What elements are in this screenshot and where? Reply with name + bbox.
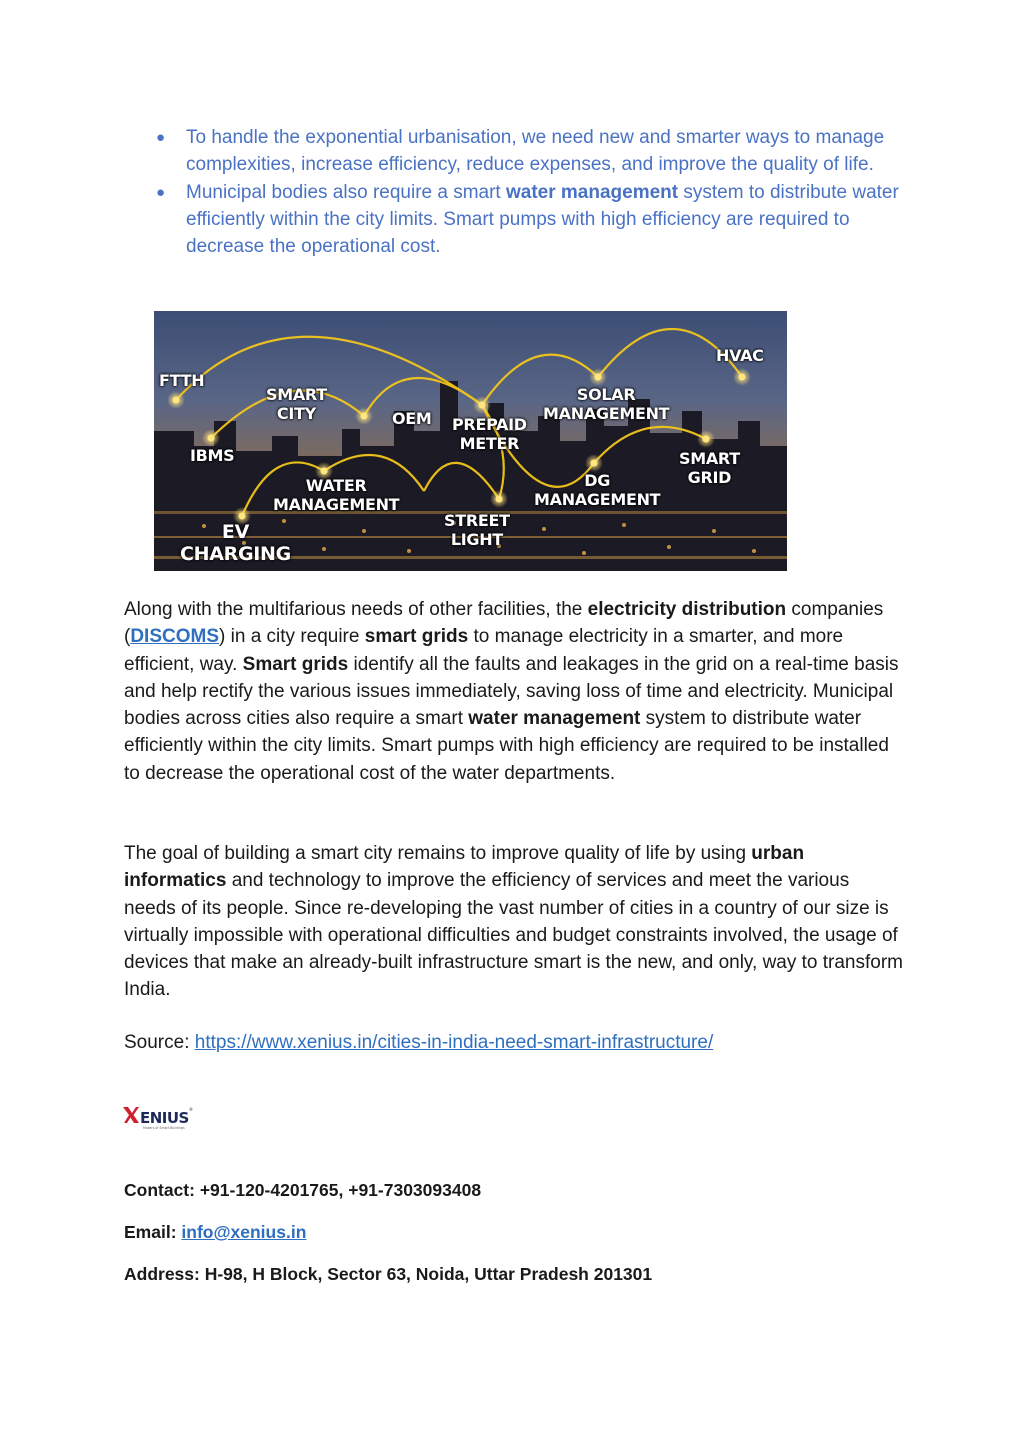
svg-text:®: ® — [189, 1107, 193, 1112]
address-label: Address: — [124, 1264, 205, 1284]
bullet-dot-icon: ● — [156, 183, 166, 201]
email-label: Email: — [124, 1222, 182, 1242]
label-water-management: WATER MANAGEMENT — [273, 476, 400, 514]
source-link[interactable]: https://www.xenius.in/cities-in-india-need-smart-infrastructure/ — [194, 1032, 714, 1053]
paragraph-goal — [124, 840, 904, 1004]
svg-text:ENIUS: ENIUS — [140, 1109, 189, 1127]
para1-text: ) in a city require — [219, 626, 365, 648]
xenius-logo-mark — [123, 1107, 193, 1130]
paragraph-discoms — [124, 596, 904, 787]
source-line — [124, 1029, 904, 1056]
label-hvac: HVAC — [716, 346, 764, 365]
email-link[interactable]: info@xenius.in — [181, 1222, 307, 1242]
bullet-text-bold: water management — [506, 181, 679, 203]
para1-bold: Smart grids — [242, 653, 349, 675]
label-prepaid-meter: PREPAID METER — [452, 415, 527, 453]
para2-text: and technology to improve the efficiency of services and meet the various needs of its people. Since re-developing the vast number of cities in a country of our size is virtually impossible with operational difficulties and budget constraints involved, the usage of devices that make an already-built infrastructure smart is the new, and only, way to transform India. — [124, 870, 903, 1001]
label-solar-management: SOLAR MANAGEMENT — [543, 385, 670, 423]
bullet-dot-icon: ● — [156, 129, 166, 146]
para1-text: companies ( — [124, 599, 884, 648]
logo-tagline: Makers of Smart Buildings — [143, 1126, 185, 1130]
label-dg-management: DG MANAGEMENT — [534, 471, 661, 509]
label-ev-charging: EV CHARGING — [180, 521, 291, 565]
para1-bold: water management — [468, 708, 641, 730]
para1-bold: electricity distribution — [587, 599, 787, 620]
label-ftth: FTTH — [159, 371, 205, 390]
contact-phones: +91-120-4201765, +91-7303093408 — [199, 1180, 482, 1200]
email-line — [124, 1222, 306, 1243]
para1-text: system to distribute water efficiently within the city limits. Smart pumps with high efficiency are required to be installed to decrease the operational cost of the water departments. — [124, 708, 889, 784]
bullet-text-post: system to distribute water efficiently within the city limits. Smart pumps with high efficiency are required to decrease the operational cost. — [186, 181, 899, 258]
contact-line — [124, 1180, 481, 1201]
bullet-item-2 — [150, 179, 910, 261]
source-label: Source: — [124, 1032, 195, 1053]
discoms-link[interactable]: DISCOMS — [130, 626, 220, 648]
label-street-light: STREET LIGHT — [444, 511, 510, 549]
label-smart-grid: SMART GRID — [679, 449, 740, 487]
xenius-logo — [123, 1104, 195, 1130]
address-line — [124, 1264, 652, 1285]
address-value: H-98, H Block, Sector 63, Noida, Uttar Pradesh 201301 — [204, 1264, 653, 1284]
smart-city-infographic — [154, 311, 787, 571]
para2-text: The goal of building a smart city remains to improve quality of life by using — [124, 843, 752, 864]
para1-text: Along with the multifarious needs of other facilities, the — [124, 599, 588, 620]
label-oem: OEM — [392, 409, 432, 428]
contact-label: Contact: — [124, 1180, 200, 1200]
bullet-list — [150, 124, 910, 260]
para1-bold: smart grids — [364, 626, 469, 648]
para1-text: to manage electricity in a smarter, and more efficient, way. — [124, 626, 844, 675]
bullet-text-pre: Municipal bodies also require a smart — [186, 181, 506, 203]
label-smart-city: SMART CITY — [266, 385, 327, 423]
bullet-item-1 — [150, 124, 910, 179]
label-ibms: IBMS — [190, 446, 235, 465]
bullet-text: To handle the exponential urbanisation, we need new and smarter ways to manage complexities, increase efficiency, reduce expenses, and improve the quality of life. — [186, 127, 885, 176]
para1-text: identify all the faults and leakages in the grid on a real-time basis and help rectify the various issues immediately, saving loss of time and electricity. Municipal bodies across cities also require a smart — [124, 653, 899, 730]
para2-bold: urban informatics — [124, 843, 805, 892]
